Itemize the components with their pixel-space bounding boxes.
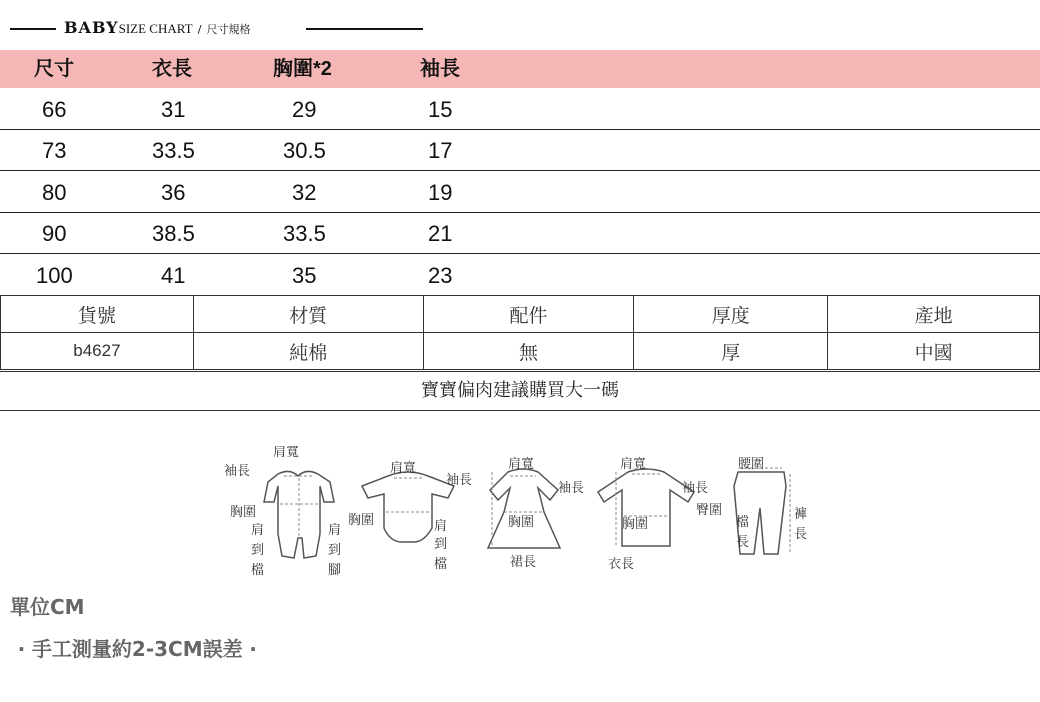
top-length-label: 衣長	[608, 557, 635, 572]
size-advice-note: 寶寶偏肉建議購買大一碼	[0, 371, 1040, 411]
measurement-diagram	[218, 446, 818, 582]
info-value-row	[1, 333, 1040, 370]
top-sleeve-label: 袖長	[682, 481, 709, 496]
dress-shoulder-label: 肩寬	[508, 457, 535, 472]
title-rule-right	[306, 28, 423, 30]
cell-size: 73	[42, 138, 67, 163]
units-label: 單位CM	[10, 595, 85, 619]
romper-shoulder-label: 肩寬	[273, 446, 300, 460]
row-divider	[0, 170, 1040, 171]
info-value-origin: 中國	[828, 333, 1040, 370]
bodysuit-shoulder-label: 肩寬	[390, 461, 417, 476]
pants-hip-label: 臀圍	[696, 503, 723, 518]
romper-chest-label: 胸圍	[230, 505, 257, 520]
top-outline	[598, 469, 694, 546]
title-brand: BABY	[64, 18, 119, 37]
row-divider	[0, 253, 1040, 254]
svg-text:肩: 肩	[328, 523, 342, 538]
svg-text:長: 長	[736, 535, 750, 550]
row-divider	[0, 129, 1040, 130]
romper-foot-label	[328, 523, 341, 578]
cell-sleeve: 23	[428, 263, 453, 288]
svg-text:到: 到	[328, 543, 342, 558]
info-header-accessories: 配件	[423, 296, 634, 333]
cell-length: 33.5	[152, 138, 195, 163]
cell-size: 66	[42, 97, 67, 122]
col-header-length: 衣長	[152, 58, 192, 80]
cell-size: 100	[36, 263, 73, 288]
title-zh: 尺寸規格	[206, 23, 251, 36]
row-divider	[0, 212, 1040, 213]
info-header-row	[1, 296, 1040, 333]
cell-sleeve: 15	[428, 97, 453, 122]
svg-text:肩: 肩	[434, 519, 448, 534]
cell-chest: 29	[292, 97, 317, 122]
cell-length: 38.5	[152, 221, 195, 246]
info-value-accessories: 無	[423, 333, 634, 370]
title-rule-left	[10, 28, 56, 30]
title-subtitle: SIZE CHART	[118, 21, 193, 36]
bodysuit-crotch-label	[434, 519, 447, 572]
svg-text:到: 到	[251, 543, 265, 558]
info-header-item-no: 貨號	[1, 296, 194, 333]
info-value-item-no: b4627	[1, 333, 194, 370]
svg-text:褲: 褲	[794, 507, 808, 522]
cell-length: 41	[161, 263, 186, 288]
cell-length: 31	[161, 97, 186, 122]
col-header-size: 尺寸	[34, 58, 74, 80]
svg-text:長: 長	[794, 527, 808, 542]
cell-size: 90	[42, 221, 67, 246]
cell-chest: 35	[292, 263, 317, 288]
cell-sleeve: 21	[428, 221, 453, 246]
bodysuit-sleeve-label: 袖長	[446, 473, 473, 488]
product-info-table	[0, 295, 1040, 370]
cell-sleeve: 17	[428, 138, 453, 163]
info-value-material: 純棉	[193, 333, 423, 370]
info-value-thickness: 厚	[634, 333, 828, 370]
cell-size: 80	[42, 180, 67, 205]
romper-sleeve-label: 袖長	[224, 464, 251, 479]
svg-text:到: 到	[434, 537, 448, 552]
pants-length-label	[794, 506, 807, 542]
cell-chest: 33.5	[283, 221, 326, 246]
svg-text:檔: 檔	[434, 557, 448, 572]
svg-text:肩: 肩	[251, 523, 265, 538]
top-chest-label: 胸圍	[622, 517, 649, 532]
cell-chest: 32	[292, 180, 317, 205]
dress-sleeve-label: 袖長	[558, 481, 585, 496]
bodysuit-chest-label: 胸圍	[348, 513, 375, 528]
svg-text:檔: 檔	[736, 515, 750, 530]
col-header-chest: 胸圍*2	[273, 58, 332, 80]
romper-crotch-label	[251, 523, 264, 578]
col-header-sleeve: 袖長	[420, 58, 460, 80]
cell-chest: 30.5	[283, 138, 326, 163]
dress-outline	[488, 469, 560, 548]
svg-text:檔: 檔	[251, 563, 265, 578]
info-header-origin: 產地	[828, 296, 1040, 333]
cell-length: 36	[161, 180, 186, 205]
info-header-thickness: 厚度	[634, 296, 828, 333]
measurement-error-note: ‧ 手工測量約2-3CM誤差 ‧	[18, 637, 257, 661]
title-separator: /	[197, 23, 202, 36]
info-header-material: 材質	[193, 296, 423, 333]
cell-sleeve: 19	[428, 180, 453, 205]
dress-chest-label: 胸圍	[508, 515, 535, 530]
dress-skirt-length-label: 裙長	[510, 555, 537, 570]
chart-title	[10, 16, 430, 40]
pants-waist-label: 腰圍	[738, 457, 765, 472]
svg-text:腳: 腳	[328, 563, 342, 578]
top-shoulder-label: 肩寬	[620, 457, 647, 472]
